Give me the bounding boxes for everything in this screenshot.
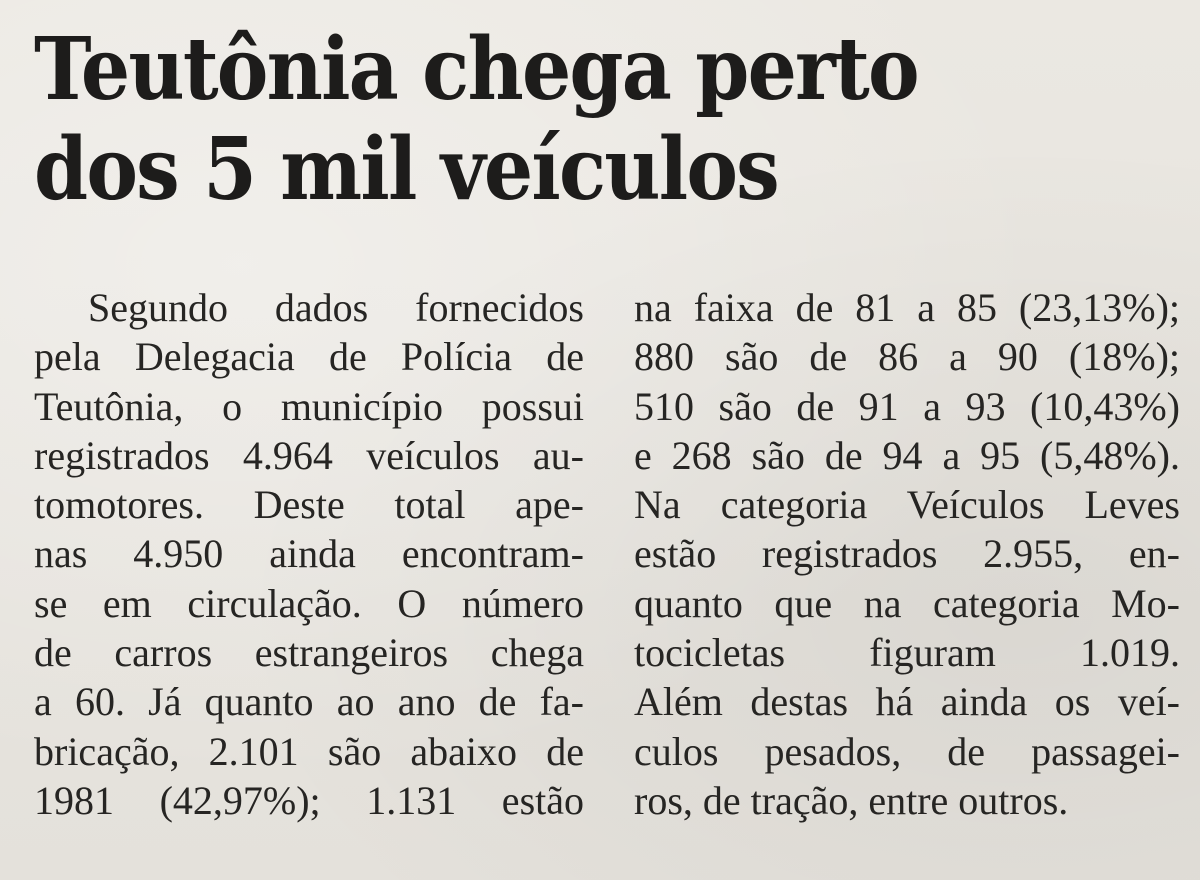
text-line: 510 são de 91 a 93 (10,43%) xyxy=(634,383,1180,429)
text-line: 880 são de 86 a 90 (18%); xyxy=(634,334,1180,380)
text-line: estão registrados 2.955, en- xyxy=(634,531,1180,577)
text-line: Segundo dados fornecidos xyxy=(88,285,584,330)
text-line: ros, de tração, entre outros. xyxy=(634,777,1069,823)
article-column-left xyxy=(34,283,584,825)
headline xyxy=(34,20,1060,220)
text-line: bricação, 2.101 são abaixo de xyxy=(34,728,584,774)
text-line: nas 4.950 ainda encontram- xyxy=(34,531,584,577)
text-line: culos pesados, de passagei- xyxy=(634,728,1180,774)
text-line: na faixa de 81 a 85 (23,13%); xyxy=(634,285,1180,330)
text-line: pela Delegacia de Polícia de xyxy=(34,334,584,380)
text-line: Na categoria Veículos Leves xyxy=(634,482,1180,528)
text-line: de carros estrangeiros chega xyxy=(34,630,584,676)
headline-line-1: Teutônia chega perto xyxy=(34,19,918,120)
article-column-right xyxy=(634,283,1180,825)
text-line: Além destas há ainda os veí- xyxy=(634,679,1180,725)
text-line: e 268 são de 94 a 95 (5,48%). xyxy=(634,432,1180,478)
text-line: quanto que na categoria Mo- xyxy=(634,580,1180,626)
text-line: registrados 4.964 veículos au- xyxy=(34,432,584,478)
text-line: Teutônia, o município possui xyxy=(34,383,584,429)
text-line: se em circulação. O número xyxy=(34,580,584,626)
text-line: a 60. Já quanto ao ano de fa- xyxy=(34,679,584,725)
headline-line-2: dos 5 mil veículos xyxy=(34,119,778,220)
text-line: tocicletas figuram 1.019. xyxy=(634,630,1180,676)
text-line: 1981 (42,97%); 1.131 estão xyxy=(34,777,584,823)
text-line: tomotores. Deste total ape- xyxy=(34,482,584,528)
